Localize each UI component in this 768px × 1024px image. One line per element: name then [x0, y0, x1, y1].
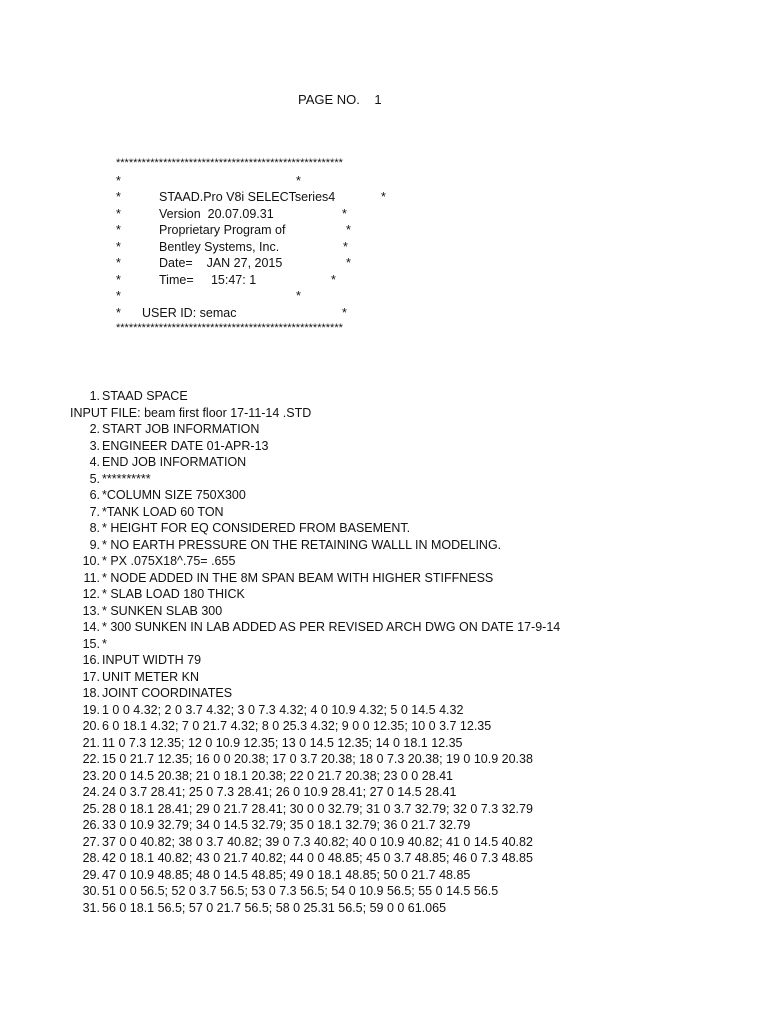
page-number-label: PAGE NO.: [298, 92, 360, 107]
line-text: * SUNKEN SLAB 300: [102, 603, 223, 618]
line-text: 33 0 10.9 32.79; 34 0 14.5 32.79; 35 0 18.1 32.79; 36 0 21.7 32.79: [102, 818, 471, 832]
listing-line: [0, 652, 768, 669]
line-number: 13.: [82, 603, 100, 618]
input-file-name: INPUT FILE: beam first floor 17-11-14 .STD: [70, 405, 312, 420]
page-number: [298, 92, 382, 107]
listing-line: [0, 487, 768, 504]
line-text: *COLUMN SIZE 750X300: [102, 488, 246, 502]
line-text: 6 0 18.1 4.32; 7 0 21.7 4.32; 8 0 25.3 4.32; 9 0 0 12.35; 10 0 3.7 12.35: [102, 719, 492, 733]
line-number: 22.: [82, 752, 100, 766]
listing-line: [0, 570, 768, 587]
listing-line: [0, 702, 768, 719]
line-number: 29.: [82, 867, 100, 882]
banner-user-id: USER ID: semac: [142, 305, 237, 320]
listing-line: [0, 504, 768, 521]
line-text: 28 0 18.1 28.41; 29 0 21.7 28.41; 30 0 0 32.79; 31 0 3.7 32.79; 32 0 7.3 32.79: [102, 801, 533, 816]
line-text: START JOB INFORMATION: [102, 422, 260, 436]
listing-line: [0, 553, 768, 570]
line-number: 16.: [82, 653, 100, 667]
banner-time: Time= 15:47: 1: [159, 272, 257, 287]
banner-company: Bentley Systems, Inc.: [159, 239, 280, 254]
listing-line: [0, 537, 768, 554]
listing-line: [0, 421, 768, 438]
banner-version-line: [116, 207, 416, 224]
program-banner: [116, 157, 416, 339]
banner-asterisk: *: [342, 305, 347, 320]
banner-asterisk: *: [296, 173, 301, 188]
listing-line: [0, 520, 768, 537]
banner-date-line: [116, 256, 416, 273]
line-number: 28.: [82, 851, 100, 865]
listing-line: [0, 801, 768, 818]
line-number: 10.: [82, 554, 100, 568]
line-text: ENGINEER DATE 01-APR-13: [102, 438, 269, 453]
banner-asterisk: *: [342, 206, 347, 221]
line-text: 47 0 10.9 48.85; 48 0 14.5 48.85; 49 0 18.1 48.85; 50 0 21.7 48.85: [102, 867, 471, 882]
line-text: * NODE ADDED IN THE 8M SPAN BEAM WITH HIGHER STIFFNESS: [102, 570, 494, 585]
line-text: * SLAB LOAD 180 THICK: [102, 587, 245, 601]
line-text: 24 0 3.7 28.41; 25 0 7.3 28.41; 26 0 10.9 28.41; 27 0 14.5 28.41: [102, 785, 457, 799]
listing-line: [0, 751, 768, 768]
line-number: 30.: [82, 884, 100, 898]
banner-user-line: [116, 306, 416, 323]
line-number: 27.: [82, 834, 100, 849]
listing-line: [0, 438, 768, 455]
line-text: 56 0 18.1 56.5; 57 0 21.7 56.5; 58 0 25.31 56.5; 59 0 0 61.065: [102, 900, 447, 915]
banner-asterisk: *: [116, 289, 121, 303]
line-text: 51 0 0 56.5; 52 0 3.7 56.5; 53 0 7.3 56.5; 54 0 10.9 56.5; 55 0 14.5 56.5: [102, 884, 499, 898]
listing-line: [0, 850, 768, 867]
line-number: 19.: [82, 702, 100, 717]
line-number: 9.: [89, 537, 100, 552]
listing-line: [0, 636, 768, 653]
listing-line: [0, 900, 768, 917]
listing-line: [0, 768, 768, 785]
line-number: 21.: [82, 735, 100, 750]
line-number: 2.: [89, 422, 100, 436]
banner-proprietary: Proprietary Program of: [159, 223, 286, 237]
line-text: 42 0 18.1 40.82; 43 0 21.7 40.82; 44 0 0 48.85; 45 0 3.7 48.85; 46 0 7.3 48.85: [102, 851, 533, 865]
banner-asterisk: *: [346, 256, 351, 270]
listing-line: [0, 619, 768, 636]
banner-asterisk: *: [331, 272, 336, 287]
line-text: 15 0 21.7 12.35; 16 0 0 20.38; 17 0 3.7 20.38; 18 0 7.3 20.38; 19 0 10.9 20.38: [102, 752, 533, 766]
banner-asterisk: *: [116, 272, 121, 287]
line-number: 5.: [89, 471, 100, 486]
line-number: 14.: [82, 620, 100, 634]
banner-asterisk: *: [346, 223, 351, 237]
banner-proprietary-line: [116, 223, 416, 240]
listing-line: [0, 867, 768, 884]
listing-line: [0, 883, 768, 900]
banner-asterisk: *: [116, 173, 121, 188]
input-listing: [0, 388, 768, 916]
page-number-value: 1: [374, 92, 382, 107]
banner-asterisk: *: [381, 190, 386, 204]
line-text: 11 0 7.3 12.35; 12 0 10.9 12.35; 13 0 14.5 12.35; 14 0 18.1 12.35: [102, 735, 463, 750]
line-number: 24.: [82, 785, 100, 799]
listing-line: [0, 586, 768, 603]
banner-border-top: *****************************************************: [116, 157, 343, 169]
line-number: 31.: [82, 900, 100, 915]
line-number: 3.: [89, 438, 100, 453]
listing-line: [0, 735, 768, 752]
line-number: 18.: [82, 686, 100, 700]
line-number: 25.: [82, 801, 100, 816]
banner-border-bottom: *****************************************************: [116, 322, 343, 334]
listing-line: [0, 669, 768, 686]
line-text: 37 0 0 40.82; 38 0 3.7 40.82; 39 0 7.3 40.82; 40 0 10.9 40.82; 41 0 14.5 40.82: [102, 834, 533, 849]
banner-asterisk: *: [296, 289, 301, 303]
line-number: 20.: [82, 719, 100, 733]
listing-line: [0, 603, 768, 620]
line-text: **********: [102, 471, 151, 486]
line-number: 12.: [82, 587, 100, 601]
listing-line: [0, 454, 768, 471]
banner-program-line: [116, 190, 416, 207]
banner-asterisk: *: [116, 190, 121, 204]
line-number: 26.: [82, 818, 100, 832]
line-text: 20 0 14.5 20.38; 21 0 18.1 20.38; 22 0 21.7 20.38; 23 0 0 28.41: [102, 768, 453, 783]
banner-date: Date= JAN 27, 2015: [159, 256, 283, 270]
line-text: JOINT COORDINATES: [102, 686, 233, 700]
line-text: STAAD SPACE: [102, 389, 188, 403]
line-number: 8.: [89, 521, 100, 535]
listing-line: [0, 834, 768, 851]
banner-company-line: [116, 240, 416, 257]
line-text: * 300 SUNKEN IN LAB ADDED AS PER REVISED ARCH DWG ON DATE 17-9-14: [102, 620, 561, 634]
banner-time-line: [116, 273, 416, 290]
line-number: 7.: [89, 504, 100, 519]
banner-asterisk: *: [116, 305, 121, 320]
listing-line: [0, 388, 768, 405]
listing-line: [0, 817, 768, 834]
banner-program: STAAD.Pro V8i SELECTseries4: [159, 190, 336, 204]
line-text: UNIT METER KN: [102, 669, 199, 684]
line-number: 17.: [82, 669, 100, 684]
line-text: *TANK LOAD 60 TON: [102, 504, 224, 519]
line-number: 1.: [89, 389, 100, 403]
banner-asterisk: *: [343, 239, 348, 254]
banner-blank-line: [116, 174, 416, 191]
line-text: *: [102, 636, 107, 651]
line-number: 23.: [82, 768, 100, 783]
listing-line: [0, 718, 768, 735]
line-text: * HEIGHT FOR EQ CONSIDERED FROM BASEMENT.: [102, 521, 411, 535]
banner-version: Version 20.07.09.31: [159, 206, 274, 221]
banner-asterisk: *: [116, 223, 121, 237]
line-number: 6.: [89, 488, 100, 502]
listing-line: [0, 784, 768, 801]
banner-asterisk: *: [116, 206, 121, 221]
line-text: END JOB INFORMATION: [102, 455, 247, 469]
line-number: 4.: [89, 455, 100, 469]
line-text: * PX .075X18^.75= .655: [102, 554, 236, 568]
listing-line: [0, 471, 768, 488]
banner-blank-line: [116, 289, 416, 306]
input-file-line: [0, 405, 768, 422]
line-number: 15.: [82, 636, 100, 651]
listing-line: [0, 685, 768, 702]
line-text: 1 0 0 4.32; 2 0 3.7 4.32; 3 0 7.3 4.32; 4 0 10.9 4.32; 5 0 14.5 4.32: [102, 702, 464, 717]
banner-asterisk: *: [116, 256, 121, 270]
banner-asterisk: *: [116, 239, 121, 254]
line-text: INPUT WIDTH 79: [102, 653, 202, 667]
line-number: 11.: [83, 570, 100, 585]
line-text: * NO EARTH PRESSURE ON THE RETAINING WALLL IN MODELING.: [102, 537, 502, 552]
